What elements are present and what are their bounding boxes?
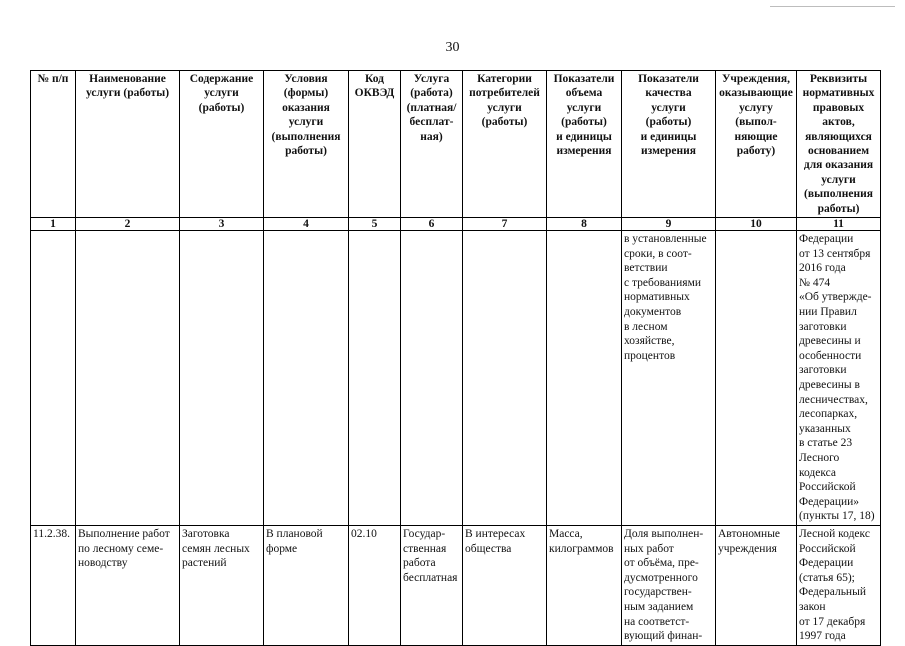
- institutions-cell: Автономные учреждения: [716, 525, 797, 645]
- service-name-cell: Выполнение работ по лесному семе- новодству: [76, 525, 180, 645]
- paid-free-cell: Государ- ственная работа бесплатная: [401, 525, 463, 645]
- volume-indicator-cell: Масса, килограммов: [547, 525, 622, 645]
- table-cell: [463, 231, 547, 526]
- table-row: [31, 231, 881, 526]
- header-row: [31, 71, 881, 218]
- item-number-cell: 11.2.38.: [31, 525, 76, 645]
- header-cell: Содержание услуги (работы): [180, 71, 264, 218]
- table-row: [31, 525, 881, 645]
- quality-indicator-cell: в установленные сроки, в соот- ветствии с требованиями нормативных документов в лесном хозяйстве, процентов: [622, 231, 716, 526]
- column-number: 2: [76, 218, 180, 231]
- column-number: 5: [349, 218, 401, 231]
- table-cell: [180, 231, 264, 526]
- quality-indicator-cell: Доля выполнен- ных работ от объёма, пре- дусмотренного государствен- ным заданием на соответст- вующий финан-: [622, 525, 716, 645]
- column-number: 11: [797, 218, 881, 231]
- service-content-cell: Заготовка семян лесных растений: [180, 525, 264, 645]
- service-conditions-cell: В плановой форме: [264, 525, 349, 645]
- table-cell: [401, 231, 463, 526]
- table-cell: [716, 231, 797, 526]
- column-number: 9: [622, 218, 716, 231]
- header-cell: Показатели качества услуги (работы) и единицы измерения: [622, 71, 716, 218]
- table-cell: [547, 231, 622, 526]
- legal-acts-cell: Лесной кодекс Российской Федерации (статья 65); Федеральный закон от 17 декабря 1997 года: [797, 525, 881, 645]
- column-number: 6: [401, 218, 463, 231]
- legal-acts-cell: Федерации от 13 сентября 2016 года № 474 «Об утвержде- нии Правил заготовки древесины и особенности заготовки древесины в лесничествах, лесопарках, указанных в статье 23 Лесного кодекса Российской Федерации» (пункты 17, 18): [797, 231, 881, 526]
- table-cell: [76, 231, 180, 526]
- page-number: 30: [445, 40, 460, 55]
- column-number: 7: [463, 218, 547, 231]
- header-cell: Категории потребителей услуги (работы): [463, 71, 547, 218]
- header-cell: Услуга (работа) (платная/ бесплат- ная): [401, 71, 463, 218]
- okved-code-cell: 02.10: [349, 525, 401, 645]
- header-cell: № п/п: [31, 71, 76, 218]
- column-number: 3: [180, 218, 264, 231]
- header-cell: Реквизиты нормативных правовых актов, являющихся основанием для оказания услуги (выполнения работы): [797, 71, 881, 218]
- table-cell: [349, 231, 401, 526]
- table-cell: [31, 231, 76, 526]
- top-rule-line: [770, 6, 895, 7]
- table-cell: [264, 231, 349, 526]
- column-number: 10: [716, 218, 797, 231]
- header-cell: Условия (формы) оказания услуги (выполнения работы): [264, 71, 349, 218]
- services-table: [30, 70, 881, 646]
- header-cell: Наименование услуги (работы): [76, 71, 180, 218]
- column-number: 1: [31, 218, 76, 231]
- column-number: 4: [264, 218, 349, 231]
- header-cell: Учреждения, оказывающие услугу (выпол- няющие работу): [716, 71, 797, 218]
- consumer-category-cell: В интересах общества: [463, 525, 547, 645]
- column-number-row: [31, 218, 881, 231]
- column-number: 8: [547, 218, 622, 231]
- header-cell: Показатели объема услуги (работы) и единицы измерения: [547, 71, 622, 218]
- header-cell: Код ОКВЭД: [349, 71, 401, 218]
